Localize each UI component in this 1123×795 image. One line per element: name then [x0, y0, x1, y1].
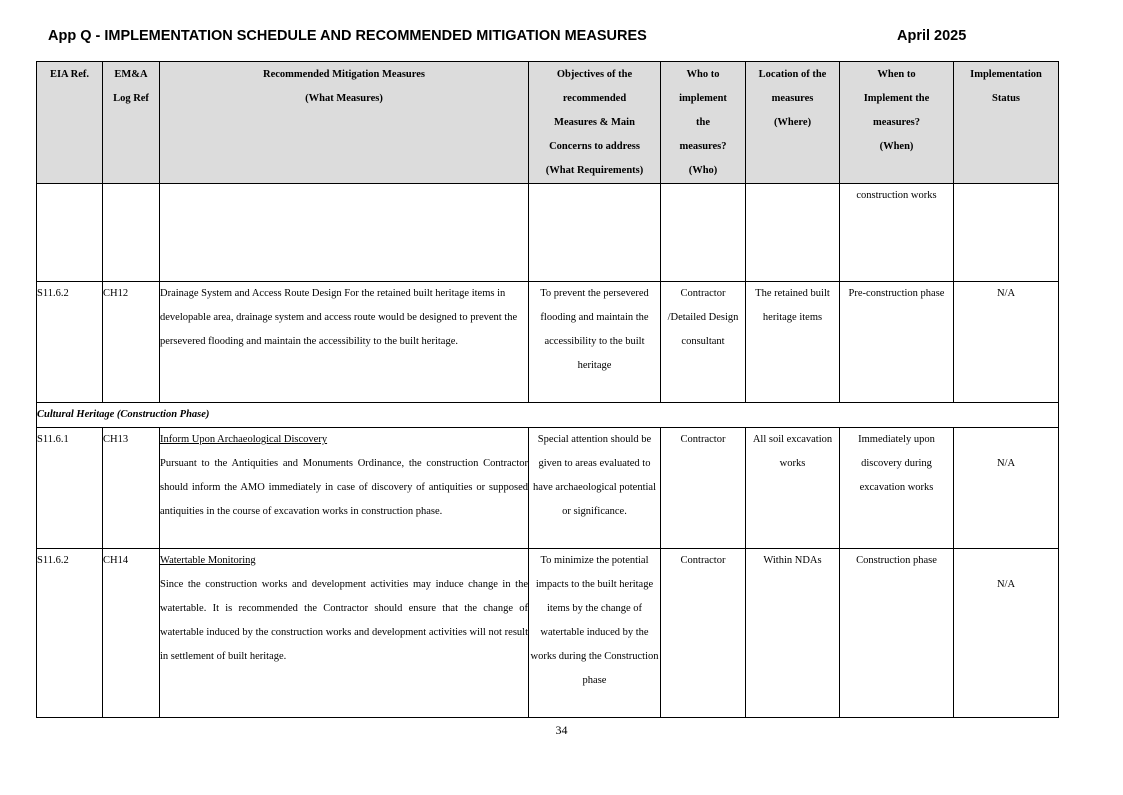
cell-status [954, 184, 1059, 282]
cell-objective: To minimize the potential impacts to the built heritage items by the change of watertable induced by the works during the Construction phase [529, 549, 661, 718]
column-header-when: When to Implement the measures? (When) [840, 62, 954, 184]
cell-eia-ref: S11.6.1 [37, 428, 103, 549]
cell-when: Construction phase [840, 549, 954, 718]
cell-when: Immediately upon discovery during excavation works [840, 428, 954, 549]
measure-title: Inform Upon Archaeological Discovery [160, 434, 328, 445]
column-header-eia-ref: EIA Ref. [37, 62, 103, 184]
cell-objective: Special attention should be given to areas evaluated to have archaeological potential or significance. [529, 428, 661, 549]
cell-log-ref: CH13 [103, 428, 160, 549]
column-header-status: Implementation Status [954, 62, 1059, 184]
section-heading-row [37, 403, 1059, 428]
cell-who: Contractor /Detailed Design consultant [661, 282, 746, 403]
cell-when: construction works [840, 184, 954, 282]
cell-eia-ref: S11.6.2 [37, 549, 103, 718]
cell-who: Contractor [661, 549, 746, 718]
cell-log-ref: CH12 [103, 282, 160, 403]
measure-title: Watertable Monitoring [160, 555, 256, 566]
column-header-objectives: Objectives of the recommended Measures & Main Concerns to address (What Requirements) [529, 62, 661, 184]
page-title: App Q - IMPLEMENTATION SCHEDULE AND RECOMMENDED MITIGATION MEASURES [48, 28, 647, 44]
cell-when: Pre-construction phase [840, 282, 954, 403]
table-row-ch12 [37, 282, 1059, 403]
measure-body: Since the construction works and development activities may induce change in the watertable. It is recommended the Contractor should ensure that the change of watertable induced by the construction works and development activities will not result in settlement of built heritage. [160, 579, 528, 662]
cell-status: N/A [954, 428, 1059, 549]
measure-body: Pursuant to the Antiquities and Monuments Ordinance, the construction Contractor should inform the AMO immediately in case of discovery of antiquities or supposed antiquities in the course of excavation works in construction phase. [160, 458, 528, 517]
measure-title: Drainage System and Access Route Design [160, 288, 342, 299]
cell-who [661, 184, 746, 282]
cell-measure [160, 282, 529, 403]
column-header-where: Location of the measures (Where) [746, 62, 840, 184]
cell-status: N/A [954, 549, 1059, 718]
cell-where: The retained built heritage items [746, 282, 840, 403]
cell-who: Contractor [661, 428, 746, 549]
cell-where: All soil excavation works [746, 428, 840, 549]
column-header-log-ref: EM&A Log Ref [103, 62, 160, 184]
mitigation-measures-table [36, 61, 1059, 718]
table-header-row [37, 62, 1059, 184]
cell-where: Within NDAs [746, 549, 840, 718]
cell-eia-ref [37, 184, 103, 282]
document-date: April 2025 [897, 28, 967, 44]
cell-measure [160, 184, 529, 282]
table-row-ch14 [37, 549, 1059, 718]
cell-log-ref [103, 184, 160, 282]
column-header-measures: Recommended Mitigation Measures (What Measures) [160, 62, 529, 184]
column-header-who: Who to implement the measures? (Who) [661, 62, 746, 184]
cell-measure [160, 549, 529, 718]
cell-objective [529, 184, 661, 282]
cell-objective: To prevent the persevered flooding and maintain the accessibility to the built heritage [529, 282, 661, 403]
page-number: 34 [555, 723, 568, 737]
table-row-ch13 [37, 428, 1059, 549]
cell-eia-ref: S11.6.2 [37, 282, 103, 403]
section-heading: Cultural Heritage (Construction Phase) [37, 403, 1059, 428]
cell-log-ref: CH14 [103, 549, 160, 718]
cell-where [746, 184, 840, 282]
table-row [37, 184, 1059, 282]
cell-status: N/A [954, 282, 1059, 403]
measure-body: For the retained built heritage items in developable area, drainage system and access route would be designed to prevent the persevered flooding and maintain the accessibility to the built heritage. [160, 288, 518, 347]
cell-measure [160, 428, 529, 549]
